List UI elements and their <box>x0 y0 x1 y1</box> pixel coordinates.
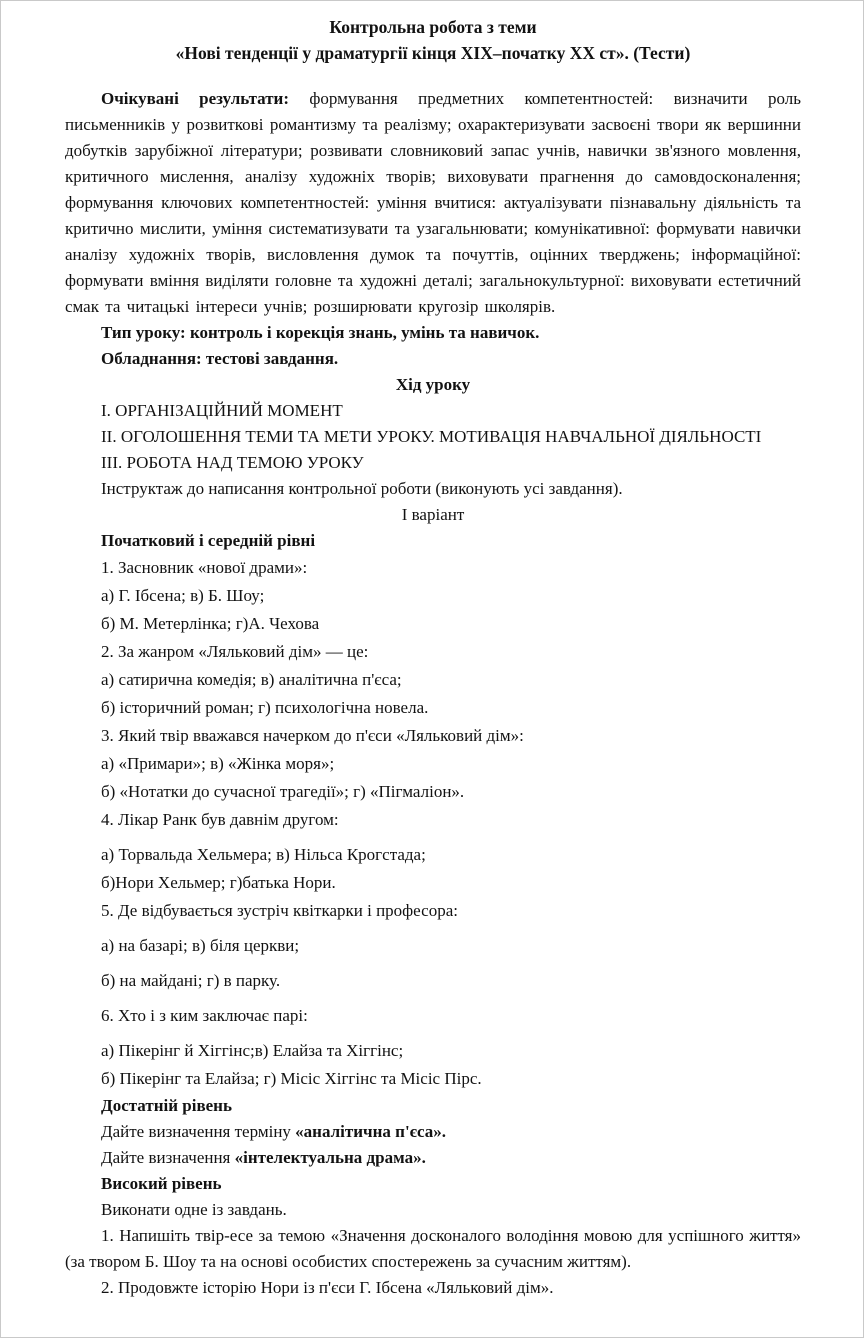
question-2-options-av: а) сатирична комедія; в) аналітична п'єса; <box>101 670 402 689</box>
question-6-options-bg: б) Пікерінг та Елайза; г) Місіс Хіггінс та Місіс Пірс. <box>101 1069 482 1088</box>
level-high-heading: Високий рівень <box>101 1174 222 1193</box>
plan-item-2: ІІ. ОГОЛОШЕННЯ ТЕМИ ТА МЕТИ УРОКУ. МОТИВАЦІЯ НАВЧАЛЬНОЇ ДІЯЛЬНОСТІ <box>101 427 762 446</box>
question-5: 5. Де відбувається зустріч квіткарки і професора: <box>101 901 458 920</box>
sufficient-task-1 <box>65 1119 801 1145</box>
sufficient-task-2 <box>65 1145 801 1171</box>
question-3-options-av: а) «Примари»; в) «Жінка моря»; <box>101 754 335 773</box>
plan-item-1: І. ОРГАНІЗАЦІЙНИЙ МОМЕНТ <box>101 401 343 420</box>
lesson-type-line: Тип уроку: контроль і корекція знань, умінь та навичок. <box>101 323 540 342</box>
instruction-line: Інструктаж до написання контрольної роботи (виконують усі завдання). <box>101 479 623 498</box>
equipment-line: Обладнання: тестові завдання. <box>101 349 339 368</box>
plan-item-3: ІІІ. РОБОТА НАД ТЕМОЮ УРОКУ <box>101 453 364 472</box>
sufficient-task-2-text: Дайте визначення <box>101 1148 235 1167</box>
course-heading: Хід уроку <box>395 375 471 394</box>
variant-heading: І варіант <box>401 505 465 524</box>
question-2-options-bg: б) історичний роман; г) психологічна новела. <box>101 698 429 717</box>
question-3: 3. Який твір вважався начерком до п'єси «Ляльковий дім»: <box>101 726 524 745</box>
question-6-options-av: а) Пікерінг й Хіггінс;в) Елайза та Хіггінс; <box>101 1041 404 1060</box>
question-1-options-bg: б) М. Метерлінка; г)А. Чехова <box>101 614 320 633</box>
question-3-options-bg: б) «Нотатки до сучасної трагедії»; г) «Пігмаліон». <box>101 782 465 801</box>
level-sufficient-heading: Достатній рівень <box>101 1096 232 1115</box>
high-level-task-2: 2. Продовжте історію Нори із п'єси Г. Ібсена «Ляльковий дім». <box>101 1278 554 1297</box>
high-level-intro: Виконати одне із завдань. <box>101 1200 287 1219</box>
sufficient-task-2-term: «інтелектуальна драма». <box>234 1148 426 1167</box>
title-line-2: «Нові тенденції у драматургії кінця XIX–початку XX ст». (Тести) <box>175 43 691 63</box>
document-title <box>65 14 801 66</box>
title-line-1: Контрольна робота з теми <box>329 17 537 37</box>
question-5-options-bg: б) на майдані; г) в парку. <box>101 971 281 990</box>
expected-results-paragraph <box>65 86 801 320</box>
sufficient-task-1-term: «аналітична п'єса». <box>295 1122 447 1141</box>
expected-results-text: формування предметних компетентностей: визначити роль письменників у розвиткові романтизму та реалізму; охарактеризувати засвоєні твори як вершинни добутків зарубіжної літератури; розвивати словниковий запас учнів, навички зв'язного мовлення, критичного мислення, аналізу художніх творів; виховувати прагнення до самовдосконалення; формування ключових компетентностей: уміння вчитися: актуалізувати пізнавальну діяльність та критично мислити, уміння систематизувати та узагальнювати; комунікативної: формувати навички аналізу художніх творів, висловлення думок та почуттів, оцінних тверджень; інформаційної: формувати вміння виділяти головне та художні деталі; загальнокультурної: виховувати естетичний смак та читацькі інтереси учнів; розширювати кругозір школярів. <box>65 89 801 316</box>
sufficient-task-1-text: Дайте визначення терміну <box>101 1122 296 1141</box>
high-level-task-1: 1. Напишіть твір-есе за темою «Значення досконалого володіння мовою для успішного життя» (за твором Б. Шоу та на основі особистих спостережень за сучасним життям). <box>65 1226 801 1271</box>
question-4-options-bg: б)Нори Хельмер; г)батька Нори. <box>101 873 336 892</box>
question-5-options-av: а) на базарі; в) біля церкви; <box>101 936 300 955</box>
level-basic-heading: Початковий і середній рівні <box>101 531 316 550</box>
question-4: 4. Лікар Ранк був давнім другом: <box>101 810 339 829</box>
question-1-options-av: а) Г. Ібсена; в) Б. Шоу; <box>101 586 265 605</box>
question-1: 1. Засновник «нової драми»: <box>101 558 308 577</box>
question-4-options-av: а) Торвальда Хельмера; в) Нільса Крогстада; <box>101 845 426 864</box>
question-6: 6. Хто і з ким заключає парі: <box>101 1006 308 1025</box>
question-2: 2. За жанром «Ляльковий дім» — це: <box>101 642 369 661</box>
expected-results-label: Очікувані результати: <box>101 89 289 108</box>
